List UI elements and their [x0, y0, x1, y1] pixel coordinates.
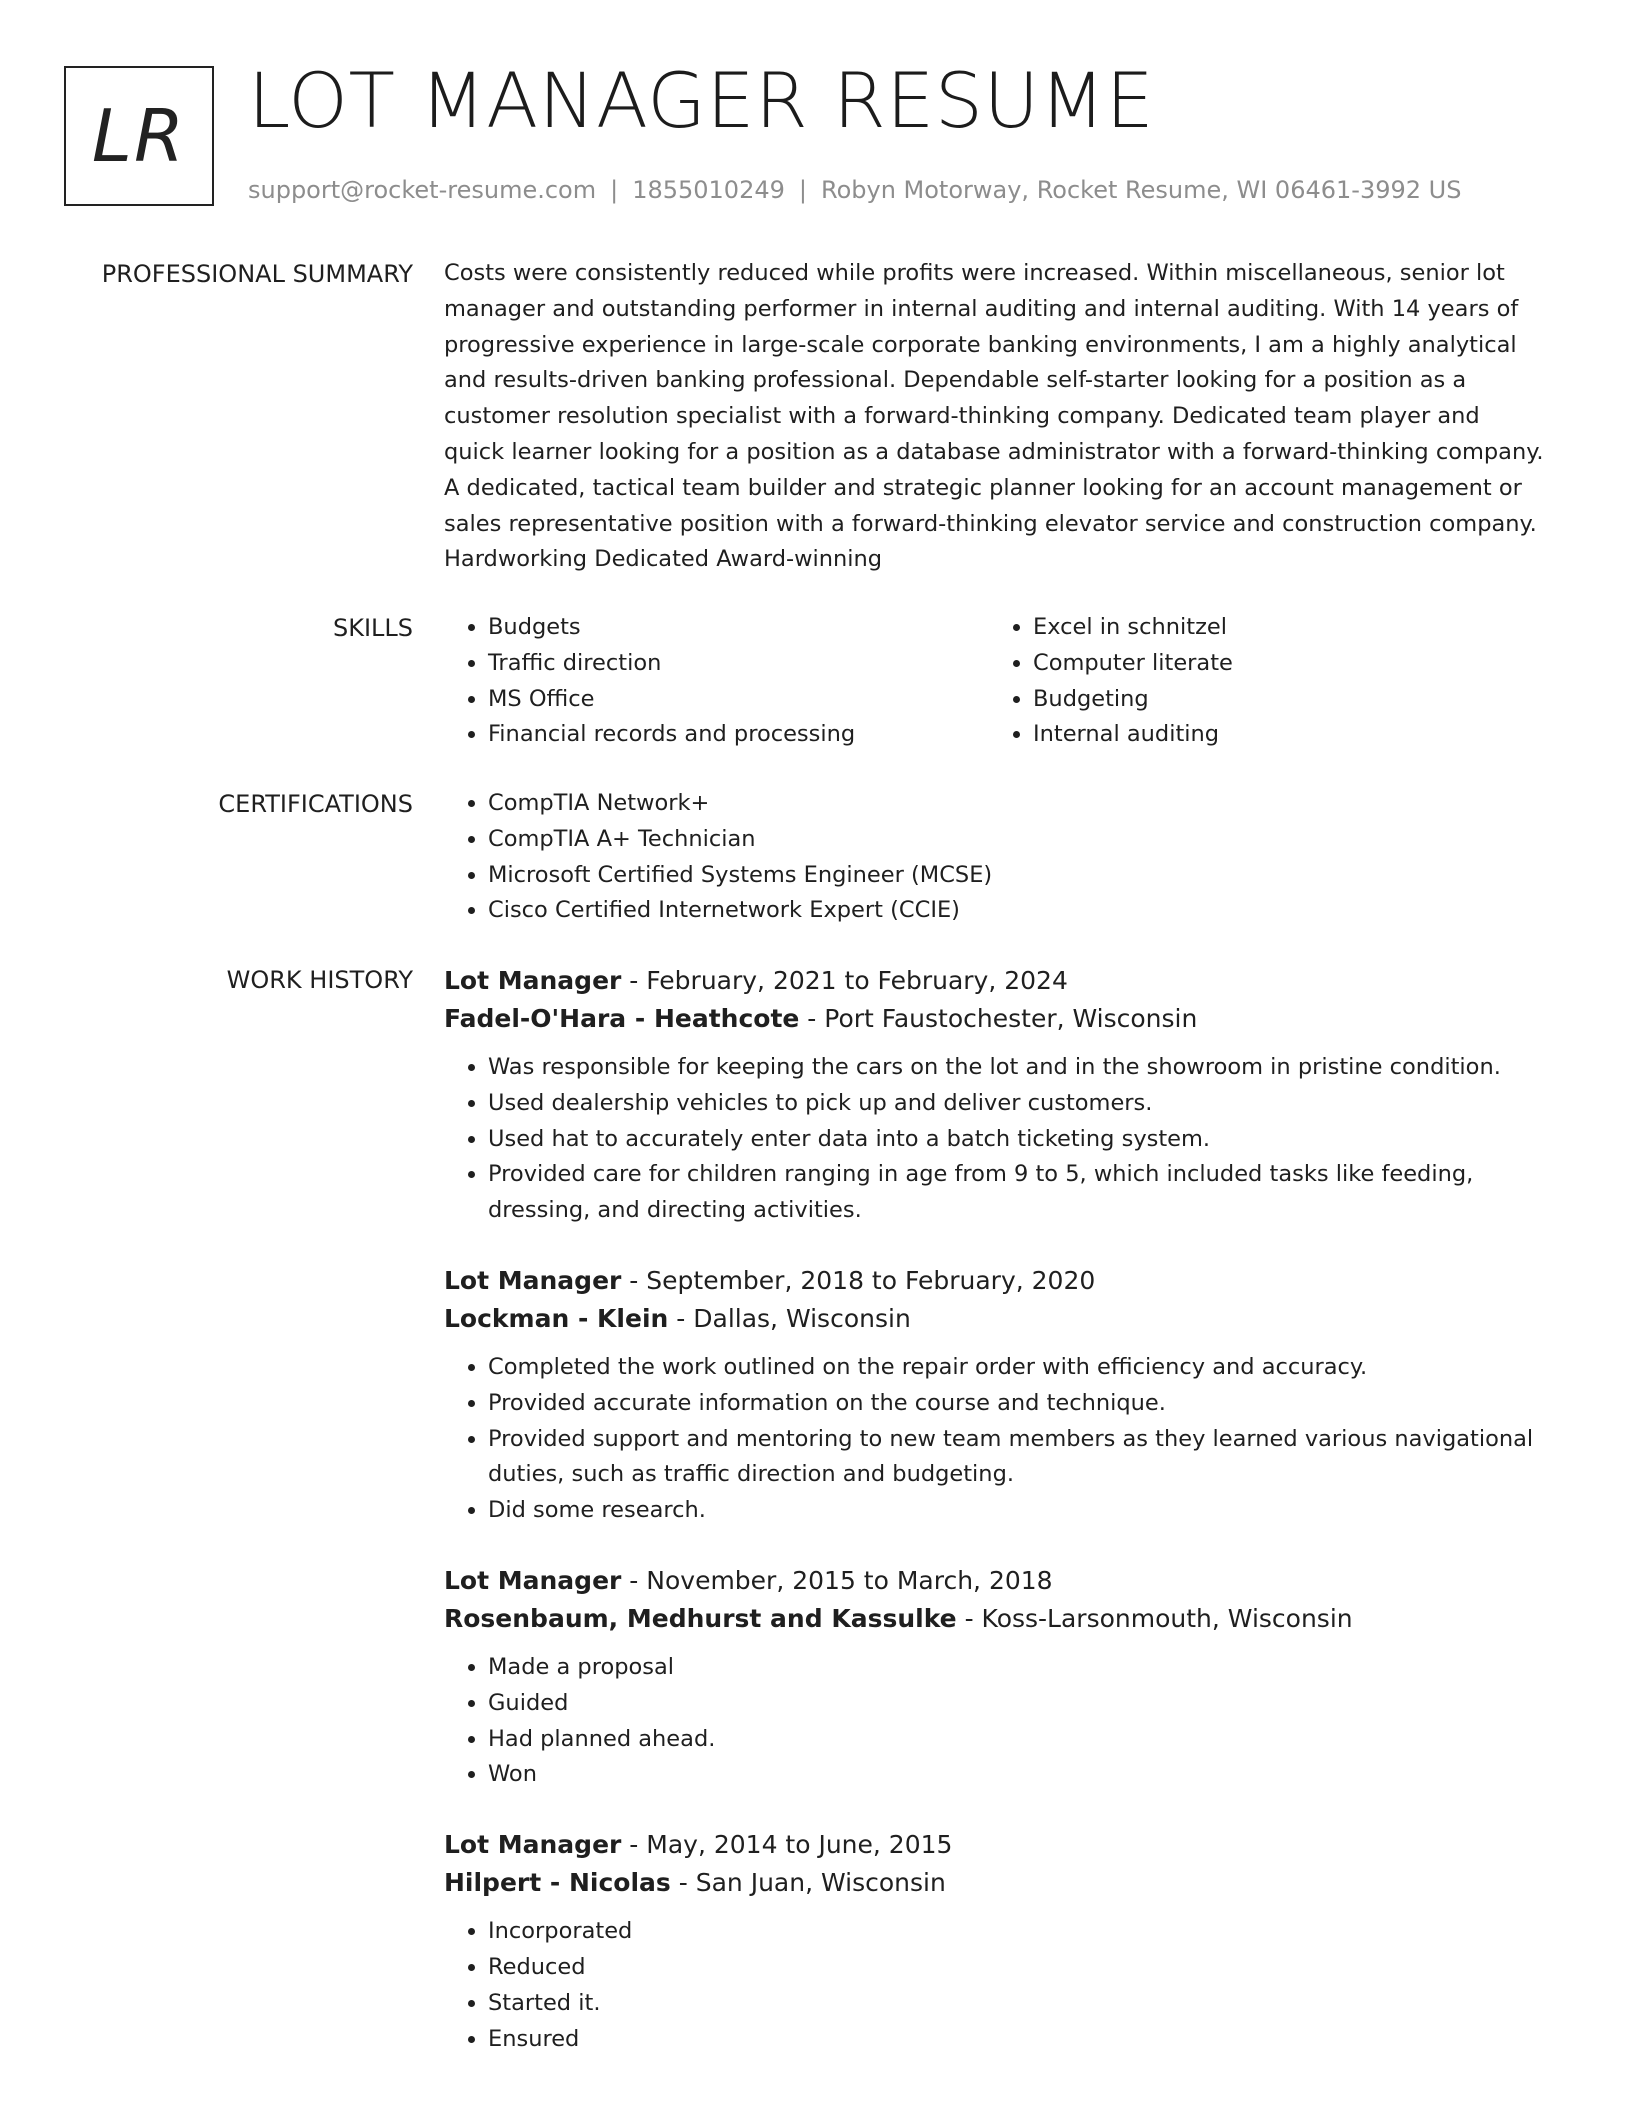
job-duties: [444, 1350, 1544, 1529]
skill-item: • Budgeting: [1033, 682, 1534, 718]
job-title: Lot Manager: [444, 1265, 622, 1295]
certifications-list: [444, 786, 1544, 929]
contact-line: [248, 172, 1461, 208]
section-label-work-history: WORK HISTORY: [226, 966, 413, 994]
job-title-line: [444, 962, 1544, 1000]
job-company-line: [444, 1000, 1544, 1038]
skill-item: • Budgets: [488, 610, 989, 646]
contact-email: support@rocket-resume.com: [248, 176, 597, 204]
skills-body: [444, 610, 1544, 753]
summary-text: Costs were consistently reduced while profits were increased. Within miscellaneous, senior lot manager and outstanding performer in internal auditing and internal auditing. With 14 years of progressive experience in large-scale corporate banking environments, I am a highly analytical and results-driven banking professional. Dependable self-starter looking for a position as a customer resolution specialist with a forward-thinking company. Dedicated team player and quick learner looking for a position as a database administrator with a forward-thinking company. A dedicated, tactical team builder and strategic planner looking for an account management or sales representative position with a forward-thinking elevator service and construction company. Hardworking Dedicated Award-winning: [444, 260, 1544, 573]
certifications-body: [444, 786, 1544, 929]
section-label-certifications: CERTIFICATIONS: [218, 790, 413, 818]
job-entry: [444, 1562, 1544, 1793]
job-duty-item: • Completed the work outlined on the repair order with efficiency and accuracy.: [488, 1350, 1544, 1386]
skill-item: • Computer literate: [1033, 646, 1534, 682]
job-duty-item: • Provided care for children ranging in age from 9 to 5, which included tasks like feeding, dressing, and directing activities.: [488, 1157, 1544, 1229]
job-duty-item: • Was responsible for keeping the cars on the lot and in the showroom in pristine condition.: [488, 1050, 1544, 1086]
skill-item: • Traffic direction: [488, 646, 989, 682]
job-dates: - November, 2015 to March, 2018: [621, 1565, 1053, 1595]
skill-item: • Excel in schnitzel: [1033, 610, 1534, 646]
certification-item: • Cisco Certified Internetwork Expert (CCIE): [488, 893, 1544, 929]
job-duty-item: • Provided accurate information on the course and technique.: [488, 1386, 1544, 1422]
job-location: - San Juan, Wisconsin: [670, 1868, 946, 1898]
job-duty-item: • Used hat to accurately enter data into a batch ticketing system.: [488, 1122, 1544, 1158]
job-duty-item: • Incorporated: [488, 1914, 1544, 1950]
job-duty-item: • Did some research.: [488, 1493, 1544, 1529]
job-location: - Port Faustochester, Wisconsin: [799, 1004, 1198, 1033]
job-duty-item: • Made a proposal: [488, 1650, 1544, 1686]
contact-address: Robyn Motorway, Rocket Resume, WI 06461-3992 US: [820, 176, 1462, 204]
section-label-skills: SKILLS: [332, 614, 413, 642]
monogram-logo: LR: [64, 66, 214, 206]
job-duty-item: • Had planned ahead.: [488, 1722, 1544, 1758]
job-company: Fadel-O'Hara - Heathcote: [444, 1004, 800, 1033]
summary-body: [444, 256, 1544, 578]
job-duty-item: • Used dealership vehicles to pick up and deliver customers.: [488, 1086, 1544, 1122]
job-location: - Koss-Larsonmouth, Wisconsin: [956, 1603, 1353, 1633]
job-company: Hilpert - Nicolas: [444, 1868, 671, 1898]
job-company-line: [444, 1864, 1544, 1902]
job-duty-item: • Won: [488, 1757, 1544, 1793]
job-duty-item: • Ensured: [488, 2022, 1544, 2058]
job-title-line: [444, 1826, 1544, 1864]
job-title-line: [444, 1562, 1544, 1600]
job-company-line: [444, 1300, 1544, 1338]
job-entry: [444, 1262, 1544, 1529]
job-duty-item: • Reduced: [488, 1950, 1544, 1986]
section-label-summary: PROFESSIONAL SUMMARY: [101, 260, 413, 288]
certification-item: • CompTIA A+ Technician: [488, 822, 1544, 858]
contact-separator: |: [610, 176, 619, 204]
job-duty-item: • Started it.: [488, 1986, 1544, 2022]
certification-item: • Microsoft Certified Systems Engineer (MCSE): [488, 858, 1544, 894]
skill-item: • MS Office: [488, 682, 989, 718]
job-duty-item: • Guided: [488, 1686, 1544, 1722]
work-history-body: [444, 962, 1544, 2090]
job-duties: [444, 1050, 1544, 1229]
job-title: Lot Manager: [444, 966, 622, 995]
job-duties: [444, 1650, 1544, 1793]
job-dates: - May, 2014 to June, 2015: [621, 1830, 953, 1860]
contact-phone: 1855010249: [632, 176, 785, 204]
job-location: - Dallas, Wisconsin: [668, 1303, 911, 1333]
page-title: LOT MANAGER RESUME: [248, 56, 1155, 145]
certification-item: • CompTIA Network+: [488, 786, 1544, 822]
job-title-line: [444, 1262, 1544, 1300]
job-dates: - September, 2018 to February, 2020: [621, 1265, 1096, 1295]
skill-item: • Internal auditing: [1033, 717, 1534, 753]
job-dates: - February, 2021 to February, 2024: [621, 966, 1068, 995]
job-company: Rosenbaum, Medhurst and Kassulke: [444, 1603, 957, 1633]
skill-item: • Financial records and processing: [488, 717, 989, 753]
job-entry: [444, 1826, 1544, 2057]
job-title: Lot Manager: [444, 1830, 622, 1860]
contact-separator: |: [798, 176, 807, 204]
skills-list-left: [444, 610, 989, 753]
skills-list-right: [989, 610, 1534, 753]
job-duty-item: • Provided support and mentoring to new team members as they learned various navigational duties, such as traffic direction and budgeting.: [488, 1422, 1544, 1494]
job-company-line: [444, 1600, 1544, 1638]
job-duties: [444, 1914, 1544, 2057]
job-entry: [444, 962, 1544, 1229]
job-title: Lot Manager: [444, 1565, 622, 1595]
job-company: Lockman - Klein: [444, 1303, 669, 1333]
